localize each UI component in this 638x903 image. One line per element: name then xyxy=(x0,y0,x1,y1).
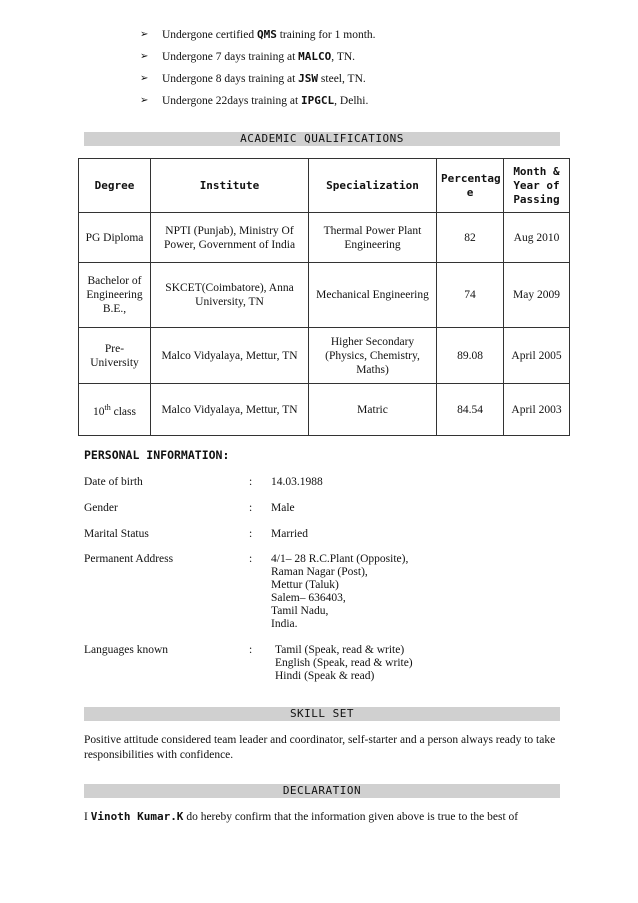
dob-label: Date of birth xyxy=(84,476,143,488)
cell-degree: PG Diploma xyxy=(79,213,151,263)
training-text: , TN. xyxy=(331,51,356,63)
table-header-row xyxy=(79,159,570,213)
training-text: Undergone 22days training at xyxy=(162,95,302,107)
cell-degree: 10th class xyxy=(79,384,151,436)
training-term: QMS xyxy=(256,28,277,41)
cell-specialization: Mechanical Engineering xyxy=(309,263,437,328)
gender-value: Male xyxy=(271,502,295,514)
cell-institute: SKCET(Coimbatore), Anna University, TN xyxy=(151,263,309,328)
language-item: English (Speak, read & write) xyxy=(275,657,413,669)
address-line: Mettur (Taluk) xyxy=(271,579,339,591)
training-list xyxy=(140,28,376,116)
cell-passing: Aug 2010 xyxy=(504,213,570,263)
personal-info-heading: PERSONAL INFORMATION: xyxy=(84,448,230,462)
languages-value xyxy=(275,644,413,683)
section-header-declaration: DECLARATION xyxy=(84,784,560,798)
training-term: IPGCL xyxy=(301,94,335,107)
candidate-name: Vinoth Kumar.K xyxy=(90,810,184,823)
section-header-skill: SKILL SET xyxy=(84,707,560,721)
marital-label: Marital Status xyxy=(84,528,149,540)
colon-separator: : xyxy=(249,644,253,656)
training-text: training for 1 month. xyxy=(276,29,376,41)
training-term: MALCO xyxy=(298,50,332,63)
arrow-bullet-icon: ➢ xyxy=(140,29,149,40)
declaration-text: I Vinoth Kumar.K do hereby confirm that the information given above is true to the best of xyxy=(84,810,519,823)
section-header-academic: ACADEMIC QUALIFICATIONS xyxy=(84,132,560,146)
academic-table xyxy=(78,158,570,436)
cell-passing: April 2005 xyxy=(504,328,570,384)
cell-passing: April 2003 xyxy=(504,384,570,436)
training-text: Undergone 8 days training at xyxy=(162,73,299,85)
table-row xyxy=(79,384,570,436)
arrow-bullet-icon: ➢ xyxy=(140,51,149,62)
training-text: , Delhi. xyxy=(334,95,369,107)
cell-percentage: 84.54 xyxy=(437,384,504,436)
languages-label: Languages known xyxy=(84,644,168,656)
table-row xyxy=(79,263,570,328)
cell-institute: NPTI (Punjab), Ministry Of Power, Government of India xyxy=(151,213,309,263)
training-item xyxy=(140,28,376,50)
address-line: Salem– 636403, xyxy=(271,592,346,604)
marital-value: Married xyxy=(271,528,309,540)
colon-separator: : xyxy=(249,528,253,540)
gender-label: Gender xyxy=(84,502,118,514)
cell-institute: Malco Vidyalaya, Mettur, TN xyxy=(151,328,309,384)
language-item: Tamil (Speak, read & write) xyxy=(275,644,405,656)
training-text: Undergone certified xyxy=(162,29,257,41)
column-header-degree: Degree xyxy=(79,159,151,213)
dob-value: 14.03.1988 xyxy=(271,476,323,488)
table-row xyxy=(79,328,570,384)
address-line: Raman Nagar (Post), xyxy=(271,566,368,578)
address-line: 4/1– 28 R.C.Plant (Opposite), xyxy=(271,553,409,565)
table-row xyxy=(79,213,570,263)
skill-text: Positive attitude considered team leader and coordinator, self-starter and a person always ready to take responsibilities with confidence. xyxy=(84,734,556,761)
column-header-institute: Institute xyxy=(151,159,309,213)
column-header-percentage: Percentag e xyxy=(437,159,504,213)
language-item: Hindi (Speak & read) xyxy=(275,670,375,682)
training-item xyxy=(140,50,376,72)
column-header-passing: Month & Year of Passing xyxy=(504,159,570,213)
address-value xyxy=(271,553,408,631)
arrow-bullet-icon: ➢ xyxy=(140,95,149,106)
cell-degree: Pre-University xyxy=(79,328,151,384)
column-header-specialization: Specialization xyxy=(309,159,437,213)
training-item xyxy=(140,94,376,116)
cell-specialization: Thermal Power Plant Engineering xyxy=(309,213,437,263)
cell-specialization: Higher Secondary (Physics, Chemistry, Maths) xyxy=(309,328,437,384)
arrow-bullet-icon: ➢ xyxy=(140,73,149,84)
address-line: India. xyxy=(271,618,298,630)
training-term: JSW xyxy=(298,72,319,85)
colon-separator: : xyxy=(249,476,253,488)
address-line: Tamil Nadu, xyxy=(271,605,329,617)
address-label: Permanent Address xyxy=(84,553,174,565)
colon-separator: : xyxy=(249,553,253,565)
cell-percentage: 89.08 xyxy=(437,328,504,384)
cell-percentage: 74 xyxy=(437,263,504,328)
cell-specialization: Matric xyxy=(309,384,437,436)
cell-institute: Malco Vidyalaya, Mettur, TN xyxy=(151,384,309,436)
training-item xyxy=(140,72,376,94)
cell-percentage: 82 xyxy=(437,213,504,263)
training-text: Undergone 7 days training at xyxy=(162,51,299,63)
training-text: steel, TN. xyxy=(318,73,366,85)
cell-passing: May 2009 xyxy=(504,263,570,328)
cell-degree: Bachelor of Engineering B.E., xyxy=(79,263,151,328)
colon-separator: : xyxy=(249,502,253,514)
